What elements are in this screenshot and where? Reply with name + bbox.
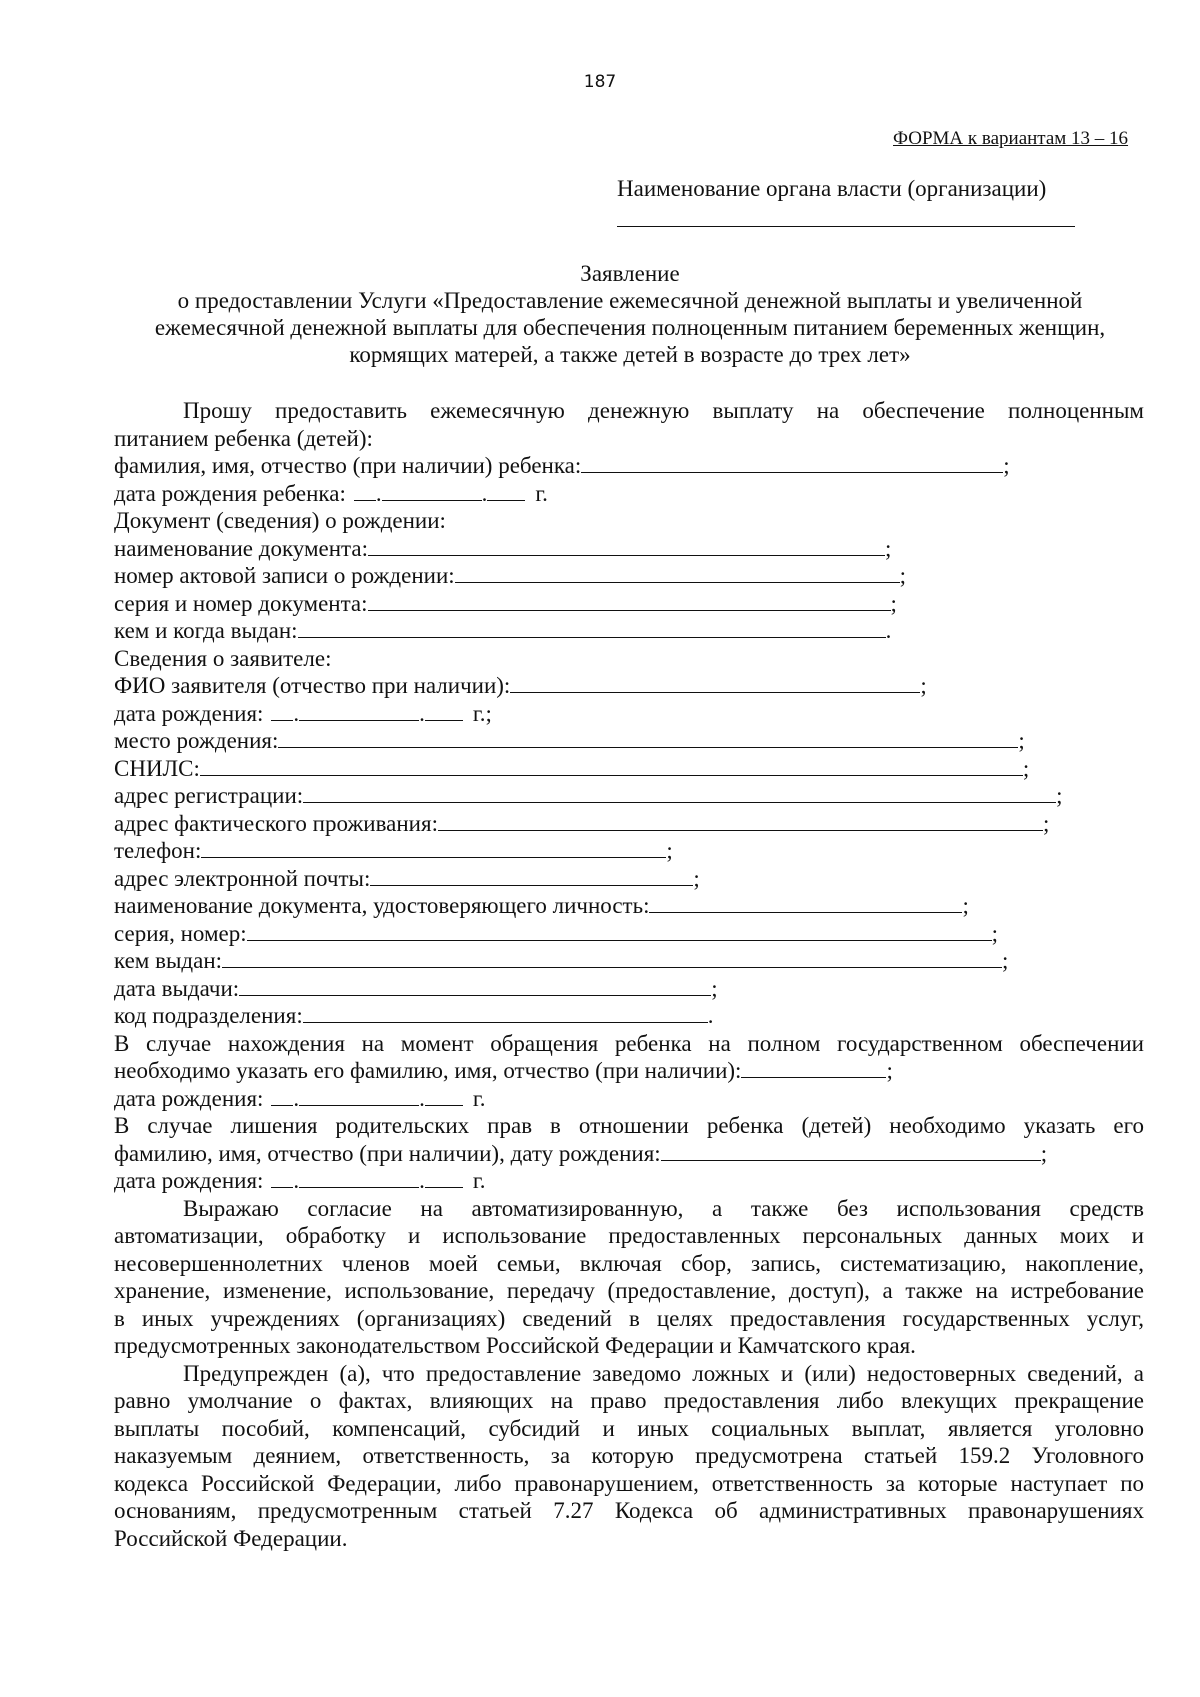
org-name-field[interactable] [617,226,1075,227]
applicant-fio-row: ФИО заявителя (отчество при наличии): ; [114,673,927,698]
division-code-field[interactable] [303,1002,708,1023]
phone-field[interactable] [201,837,666,858]
snils-row: СНИЛС: ; [114,755,1030,781]
document-title [110,260,1150,368]
title-line: кормящих матерей, а также детей в возрасте до трех лет» [349,342,911,367]
deprivation-fio-field[interactable] [661,1140,1041,1161]
state-care-paragraph [114,1030,1144,1058]
warning-row: основаниям, предусмотренным статьей 7.27 Кодекса об административных правонарушениях [114,1498,1144,1523]
title-line: о предоставлении Услуги «Предоставление ежемесячной денежной выплаты и увеличенной [177,288,1083,313]
snils-field[interactable] [200,755,1023,776]
actual-address-field[interactable] [438,810,1043,831]
consent-row: Выражаю согласие на автоматизированную, а также без использования средств [183,1195,1144,1221]
deprivation-birth-year-field[interactable] [425,1167,463,1188]
consent-paragraph [114,1195,1144,1360]
state-care-fio-field[interactable] [741,1057,886,1078]
issue-date-row: дата выдачи: ; [114,975,718,1001]
form-body [114,397,1144,1552]
id-doc-field[interactable] [649,892,962,913]
doc-series-field[interactable] [368,590,891,611]
consent-row: в иных учреждениях (организациях) сведений в целях предоставления государственных услуг, [114,1305,1144,1331]
phone-row: телефон: ; [114,838,673,863]
act-number-label: номер актовой записи о рождении: [114,563,455,588]
issue-date-field[interactable] [239,975,711,996]
snils-label: СНИЛС: [114,755,200,781]
intro-row: Прошу предоставить ежемесячную денежную выплату на обеспечение полноценным [183,398,1144,423]
birthplace-field[interactable] [278,727,1018,748]
applicant-fio-label: ФИО заявителя (отчество при наличии): [114,673,511,698]
email-label: адрес электронной почты: [114,865,371,891]
semicolon: ; [1003,453,1010,478]
page-number: 187 [583,72,617,92]
reg-address-row: адрес регистрации: ; [114,783,1063,808]
issued-by-row: кем выдан: ; [114,948,1009,973]
deprivation-fio-row: фамилию, имя, отчество (при наличии), дату рождения: ; [114,1140,1048,1166]
consent-row: автоматизации, обработку и использование предоставленных персональных данных моих и [114,1223,1144,1248]
intro-row: питанием ребенка (детей): [114,425,373,451]
child-birth-year-field[interactable] [487,480,525,501]
birthplace-row: место рождения: ; [114,728,1025,753]
applicant-birth-row: дата рождения: . . г.; [114,700,492,726]
deprivation-paragraph [114,1112,1144,1140]
doc-issued-label: кем и когда выдан: [114,618,298,643]
applicant-heading: Сведения о заявителе: [114,645,332,671]
applicant-birth-month-field[interactable] [299,700,419,721]
series-number-field[interactable] [247,920,992,941]
reg-address-field[interactable] [303,782,1056,803]
child-birth-row: дата рождения ребенка: . . г. [114,480,548,506]
series-number-row: серия, номер: ; [114,920,998,946]
intro-paragraph [114,397,1144,452]
warning-row: равно умолчание о фактах, влияющих на право предоставления либо влекущих прекращение [114,1388,1144,1413]
child-birth-day-field[interactable] [354,480,376,501]
series-number-label: серия, номер: [114,920,247,946]
warning-row: кодекса Российской Федерации, либо правонарушением, ответственность за которые наступает по [114,1470,1144,1496]
phone-label: телефон: [114,838,202,863]
division-code-row: код подразделения: . [114,1003,714,1028]
division-code-label: код подразделения: [114,1003,303,1028]
warning-paragraph [114,1360,1144,1553]
applicant-birth-year-field[interactable] [425,700,463,721]
state-care-birth-row: дата рождения: . . г. [114,1085,486,1111]
act-number-row: номер актовой записи о рождении: ; [114,563,907,588]
consent-row: предусмотренных законодательством Российской Федерации и Камчатского края. [114,1333,916,1358]
state-care-birth-month-field[interactable] [299,1085,419,1106]
child-doc-heading: Документ (сведения) о рождении: [114,508,446,533]
state-care-fio-row: необходимо указать его фамилию, имя, отчество (при наличии): ; [114,1058,893,1083]
deprivation-birth-month-field[interactable] [299,1167,419,1188]
applicant-birth-label: дата рождения: [114,700,264,726]
id-doc-label: наименование документа, удостоверяющего личность: [114,893,650,918]
warning-row: выплаты пособий, компенсаций, субсидий и иных социальных выплат, является уголовно [114,1415,1144,1441]
child-fio-label: фамилия, имя, отчество (при наличии) ребенка: [114,453,582,478]
title-line: ежемесячной денежной выплаты для обеспечения полноценным питанием беременных женщин, [154,315,1106,340]
applicant-birth-day-field[interactable] [271,700,293,721]
child-birth-label: дата рождения ребенка: [114,480,346,506]
reg-address-label: адрес регистрации: [114,783,304,808]
state-care-birth-day-field[interactable] [271,1085,293,1106]
state-care-birth-year-field[interactable] [425,1085,463,1106]
id-doc-row: наименование документа, удостоверяющего личность: ; [114,893,969,918]
title-line: Заявление [580,261,680,286]
child-fio-field[interactable] [581,452,1003,473]
org-name-label: Наименование органа власти (организации) [617,176,1047,201]
act-number-field[interactable] [455,562,900,583]
warning-row: наказуемым деянием, ответственность, за которую предусмотрена статьей 159.2 Уголовного [114,1443,1144,1468]
doc-series-row: серия и номер документа: ; [114,590,897,616]
doc-issued-row: кем и когда выдан: . [114,618,892,643]
doc-series-label: серия и номер документа: [114,590,368,616]
consent-row: хранение, изменение, использование, передачу (предоставление, доступ), а также на истребование [114,1278,1144,1303]
deprivation-row: В случае лишения родительских прав в отношении ребенка (детей) необходимо указать его [114,1113,1144,1138]
deprivation-birth-row: дата рождения: . . г. [114,1168,486,1193]
issue-date-label: дата выдачи: [114,975,240,1001]
child-doc-name-row: наименование документа: ; [114,535,892,561]
consent-row: несовершеннолетних членов моей семьи, включая сбор, запись, систематизацию, накопление, [114,1250,1144,1276]
email-field[interactable] [370,865,693,886]
birthplace-label: место рождения: [114,728,279,753]
issued-by-field[interactable] [222,947,1002,968]
applicant-fio-field[interactable] [510,672,920,693]
doc-issued-field[interactable] [298,617,886,638]
child-fio-row [114,452,1144,480]
warning-row: Российской Федерации. [114,1525,348,1551]
form-variant-label: ФОРМА к вариантам 13 – 16 [893,128,1129,149]
actual-address-row: адрес фактического проживания: ; [114,810,1050,836]
deprivation-birth-day-field[interactable] [271,1167,293,1188]
doc-name-field[interactable] [368,535,885,556]
warning-row: Предупрежден (а), что предоставление заведомо ложных и (или) недостоверных сведений, а [183,1360,1144,1386]
doc-name-label: наименование документа: [114,535,368,561]
issued-by-label: кем выдан: [114,948,223,973]
email-row: адрес электронной почты: ; [114,865,700,891]
state-care-row: В случае нахождения на момент обращения ребенка на полном государственном обеспечении [114,1030,1144,1056]
actual-address-label: адрес фактического проживания: [114,810,438,836]
child-birth-month-field[interactable] [382,480,482,501]
